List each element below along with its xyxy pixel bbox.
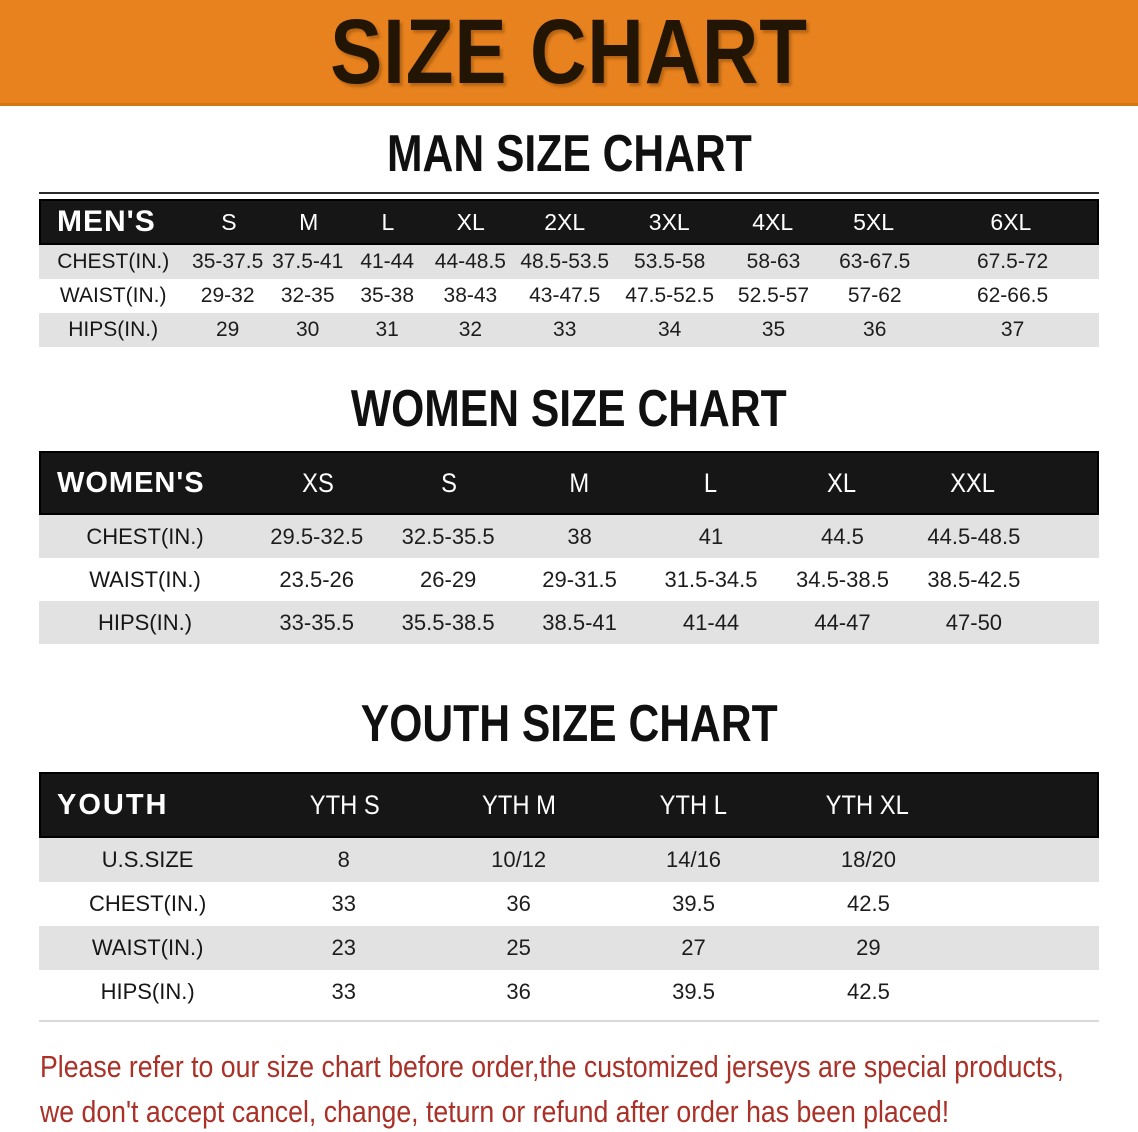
value-cell: 41 [698, 523, 724, 549]
disclaimer [40, 1044, 1138, 1132]
value-cell: 35 [761, 318, 786, 341]
value-cell: 34 [657, 318, 682, 341]
mens-table-top-rule [39, 192, 1099, 194]
value-cell: 39.5 [672, 891, 715, 916]
size-chart-banner [0, 0, 1138, 106]
value-cell: 36 [506, 891, 531, 916]
value-cell: 58-63 [746, 250, 801, 273]
mens-size-header-s: S [221, 208, 237, 235]
value-cell: 44.5 [821, 523, 864, 549]
womens-hips-row [39, 601, 1099, 644]
value-cell: 27 [681, 935, 706, 960]
row-label: HIPS(IN.) [97, 609, 193, 635]
mens-size-header-m: M [299, 208, 319, 235]
value-cell: 57-62 [847, 284, 902, 307]
value-cell: 26-29 [420, 566, 477, 592]
value-cell: 33 [331, 979, 356, 1004]
size-header-text: XL [826, 467, 856, 498]
womens-waist-row [39, 558, 1099, 601]
youth-section-heading-text: YOUTH SIZE CHART [360, 695, 778, 753]
value-cell: 52.5-57 [737, 284, 810, 307]
value-cell: 23.5-26 [279, 566, 355, 592]
size-header-text: YTH L [659, 789, 727, 820]
row-label: CHEST(IN.) [57, 250, 170, 273]
value-cell: 32-35 [280, 284, 335, 307]
value-cell: 67.5-72 [976, 250, 1049, 273]
value-cell: 37.5-41 [272, 250, 344, 273]
value-cell: 48.5-53.5 [520, 250, 610, 273]
mens-size-header-2xl: 2XL [544, 208, 586, 235]
size-header-text: YTH M [481, 789, 556, 820]
value-cell: 33-35.5 [279, 609, 355, 635]
youth-ussize-row [39, 838, 1099, 882]
man-section-heading [0, 125, 1138, 183]
size-header-text: XS [301, 467, 334, 498]
mens-hips-row [39, 313, 1099, 347]
value-cell: 39.5 [672, 979, 715, 1004]
value-cell: 38 [567, 523, 592, 549]
filler-cell [1040, 601, 1099, 644]
value-cell: 23 [331, 935, 356, 960]
disclaimer-line-1: Please refer to our size chart before order,the customized jerseys are special products, [40, 1049, 1064, 1084]
filler-cell [956, 926, 1099, 970]
value-cell: 29.5-32.5 [270, 523, 364, 549]
mens-corner-label: MEN'S [57, 205, 156, 238]
youth-size-header-xl [780, 774, 954, 836]
womens-table-header-row [39, 451, 1099, 515]
womens-size-header-s [383, 453, 514, 513]
womens-corner-label: WOMEN'S [57, 466, 205, 499]
row-label: HIPS(IN.) [100, 979, 195, 1004]
value-cell: 31 [375, 318, 399, 341]
value-cell: 10/12 [491, 847, 547, 872]
value-cell: 35-38 [360, 284, 415, 307]
womens-chest-row [39, 515, 1099, 558]
mens-size-header-6xl: 6XL [990, 208, 1032, 235]
value-cell: 29 [856, 935, 881, 960]
filler-cell [956, 970, 1099, 1014]
filler-cell [954, 774, 1097, 836]
value-cell: 33 [331, 891, 356, 916]
value-cell: 38-43 [443, 284, 498, 307]
row-label: WAIST(IN.) [59, 284, 167, 307]
value-cell: 36 [506, 979, 531, 1004]
value-cell: 25 [506, 935, 531, 960]
value-cell: 18/20 [840, 847, 896, 872]
value-cell: 32.5-35.5 [401, 523, 495, 549]
youth-size-header-m [432, 774, 606, 836]
value-cell: 37 [1000, 318, 1025, 341]
womens-size-header-l [645, 453, 776, 513]
banner-title: SIZE CHART [330, 0, 808, 103]
mens-table-header-row [39, 199, 1099, 245]
row-label: WAIST(IN.) [91, 935, 204, 960]
value-cell: 62-66.5 [976, 284, 1049, 307]
value-cell: 33 [553, 318, 577, 341]
value-cell: 44.5-48.5 [927, 523, 1021, 549]
value-cell: 34.5-38.5 [795, 566, 889, 592]
value-cell: 63-67.5 [839, 250, 911, 273]
value-cell: 30 [296, 318, 320, 341]
mens-size-header-l: L [381, 208, 395, 235]
row-label: HIPS(IN.) [68, 318, 159, 341]
value-cell: 44-47 [814, 609, 871, 635]
filler-cell [1040, 558, 1099, 601]
size-header-text: L [703, 467, 718, 498]
row-label: CHEST(IN.) [86, 523, 204, 549]
youth-hips-row [39, 970, 1099, 1014]
value-cell: 8 [337, 847, 350, 872]
row-label: CHEST(IN.) [88, 891, 207, 916]
size-header-text: S [440, 467, 457, 498]
row-label: WAIST(IN.) [89, 566, 201, 592]
youth-corner-label: YOUTH [57, 788, 169, 821]
womens-size-header-xs [252, 453, 383, 513]
women-section-heading [0, 380, 1138, 438]
value-cell: 29-32 [200, 284, 255, 307]
women-section-heading-text: WOMEN SIZE CHART [351, 380, 787, 438]
youth-size-table [39, 772, 1099, 1022]
value-cell: 35-37.5 [192, 250, 264, 273]
youth-size-header-s [257, 774, 431, 836]
size-header-text: YTH S [309, 789, 380, 820]
womens-size-header-xxl [907, 453, 1038, 513]
value-cell: 31.5-34.5 [664, 566, 758, 592]
value-cell: 35.5-38.5 [401, 609, 495, 635]
filler-cell [956, 838, 1099, 882]
mens-chest-row [39, 245, 1099, 279]
womens-size-header-xl [776, 453, 907, 513]
value-cell: 47.5-52.5 [625, 284, 715, 307]
row-label: U.S.SIZE [101, 847, 194, 872]
mens-size-table [39, 192, 1099, 347]
size-header-text: YTH XL [825, 789, 909, 820]
value-cell: 42.5 [847, 891, 890, 916]
filler-cell [956, 882, 1099, 926]
mens-size-header-3xl: 3XL [648, 208, 690, 235]
youth-chest-row [39, 882, 1099, 926]
man-section-heading-text: MAN SIZE CHART [386, 125, 752, 183]
value-cell: 44-48.5 [434, 250, 506, 273]
filler-cell [1040, 515, 1099, 558]
mens-size-header-5xl: 5XL [853, 208, 895, 235]
mens-size-header-xl: XL [456, 208, 485, 235]
youth-table-header-row [39, 772, 1099, 838]
value-cell: 42.5 [847, 979, 890, 1004]
value-cell: 53.5-58 [634, 250, 706, 273]
disclaimer-line-2: we don't accept cancel, change, teturn or refund after order has been placed! [40, 1094, 950, 1129]
value-cell: 29-31.5 [542, 566, 617, 592]
value-cell: 14/16 [665, 847, 722, 872]
value-cell: 29 [215, 318, 240, 341]
mens-size-header-4xl: 4XL [752, 208, 794, 235]
size-header-text: XXL [949, 467, 995, 498]
value-cell: 38.5-42.5 [927, 566, 1021, 592]
youth-table-bottom-rule [39, 1020, 1099, 1022]
filler-cell [1038, 453, 1097, 513]
value-cell: 36 [863, 318, 887, 341]
mens-waist-row [39, 279, 1099, 313]
youth-waist-row [39, 926, 1099, 970]
youth-size-header-l [606, 774, 780, 836]
value-cell: 41-44 [682, 609, 740, 635]
value-cell: 43-47.5 [529, 284, 601, 307]
value-cell: 38.5-41 [542, 609, 617, 635]
womens-size-header-m [514, 453, 645, 513]
womens-size-table [39, 451, 1099, 644]
youth-section-heading [0, 695, 1138, 753]
value-cell: 47-50 [945, 609, 1003, 635]
value-cell: 41-44 [360, 250, 415, 273]
value-cell: 32 [458, 318, 483, 341]
size-header-text: M [569, 467, 590, 498]
